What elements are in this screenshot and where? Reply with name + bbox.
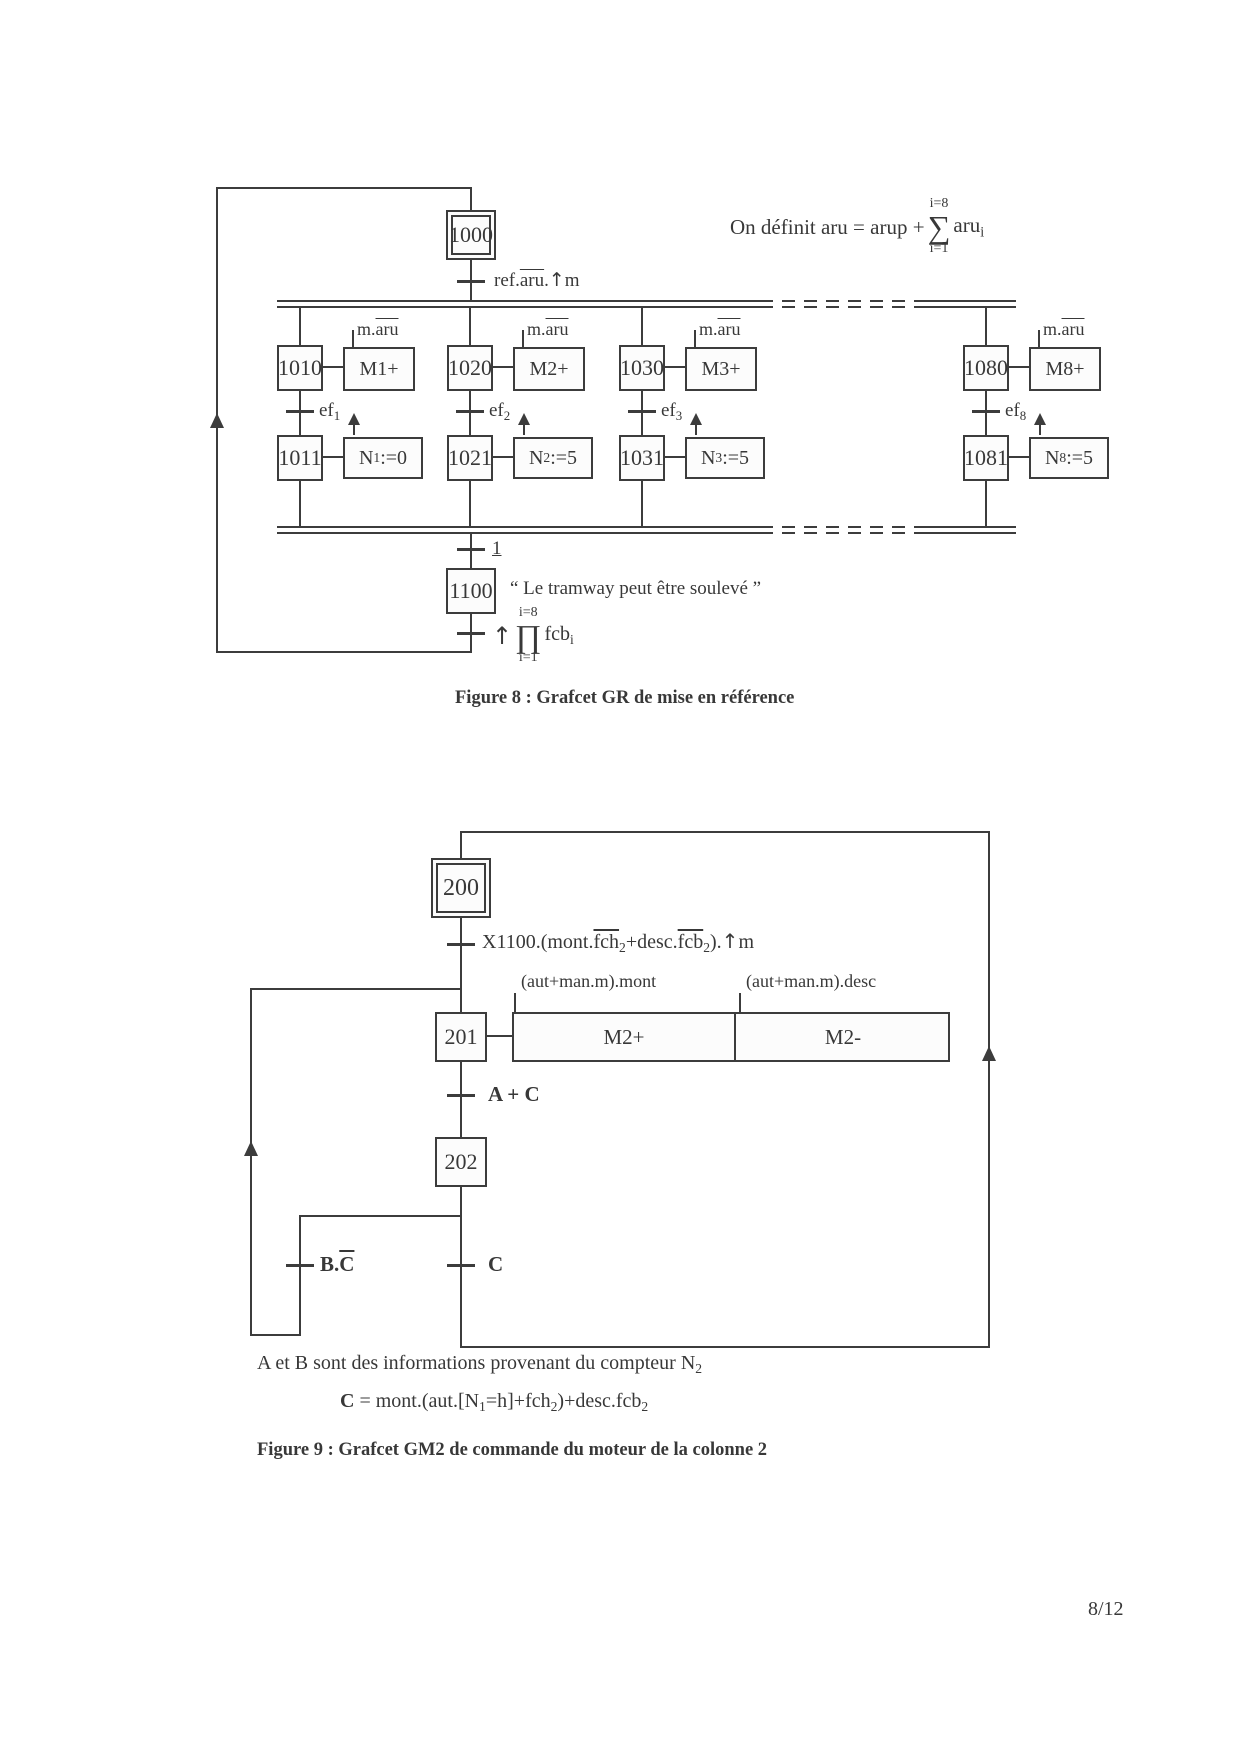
transition-label-always: 1 xyxy=(492,538,502,559)
step-box-1100: 1100 xyxy=(446,568,496,614)
sigma-icon: ∑ xyxy=(927,208,951,245)
branch-stem xyxy=(469,481,471,526)
sync-bar-bottom xyxy=(277,526,760,528)
transition-label-start: $X1100.(mont.\overline{fch}_2+desc.\overline{fcb}_2).↑m$ xyxy=(482,929,754,956)
action-arrow-stem xyxy=(523,424,525,435)
transition-tick xyxy=(972,410,1000,413)
action-cell: M2+ xyxy=(514,1014,736,1060)
step-box-201: 201 xyxy=(435,1012,487,1062)
sum-lower-limit: i=1 xyxy=(929,241,949,257)
loop-line-left xyxy=(250,988,252,1336)
formula-text: On définit aru = arup + xyxy=(730,214,925,239)
condition-label: (aut+man.m).desc xyxy=(746,971,877,991)
branch-stem xyxy=(985,308,987,345)
action-box-double xyxy=(512,1012,950,1062)
action-box: N 2 :=5 xyxy=(513,437,593,479)
step-box-202: 202 xyxy=(435,1137,487,1187)
formula-term: aru$_i$ xyxy=(953,212,985,241)
condition-tick xyxy=(522,330,524,347)
transition-tick xyxy=(457,280,485,283)
action-box: M3+ xyxy=(685,347,757,391)
step-box: 1021 xyxy=(447,435,493,481)
action-box: M1+ xyxy=(343,347,415,391)
branch-stem xyxy=(641,391,643,435)
loop-line-bottom xyxy=(216,651,472,653)
transition-tick xyxy=(447,943,475,946)
condition-label: $m.\overline{aru}$ xyxy=(357,319,399,339)
transition-tick xyxy=(628,410,656,413)
step-box: 1020 xyxy=(447,345,493,391)
sync-bar-bottom-dashed xyxy=(760,532,920,534)
step-number: 1000 xyxy=(451,215,491,255)
loop-line-right xyxy=(988,831,990,1348)
formula-term: fcb$_i$ xyxy=(544,623,574,648)
condition-tick xyxy=(1038,330,1040,347)
branch-stem xyxy=(299,391,301,435)
grafcet-branch-1 xyxy=(277,308,457,526)
pi-icon: ∏ xyxy=(515,617,542,654)
product-operator: i=8 ∏ i=1 xyxy=(515,605,542,666)
condition-tick xyxy=(694,330,696,347)
transition-label-bc: $B.\overline{C}$ xyxy=(320,1252,355,1276)
sync-bar-top xyxy=(920,300,1016,302)
figure8-caption: Figure 8 : Grafcet GR de mise en référence xyxy=(455,688,795,708)
branch-return-line xyxy=(250,1334,301,1336)
step-comment: “ Le tramway peut être soulevé ” xyxy=(510,578,762,599)
branch-stem xyxy=(469,391,471,435)
condition-label: (aut+man.m).mont xyxy=(521,971,657,991)
sum-upper-limit: i=8 xyxy=(929,196,949,212)
arrow-up-icon xyxy=(244,1141,258,1156)
stem-line xyxy=(460,1187,462,1347)
sync-bar-bottom xyxy=(920,526,1016,528)
loop-line-bottom xyxy=(460,1346,990,1348)
grafcet-branch-3 xyxy=(619,308,799,526)
sync-bar-top xyxy=(277,300,760,302)
action-connector xyxy=(665,456,685,458)
action-box: N 8 :=5 xyxy=(1029,437,1109,479)
branch-stem xyxy=(985,481,987,526)
stem-line xyxy=(460,831,462,858)
grafcet-branch-2 xyxy=(447,308,627,526)
arrow-up-icon xyxy=(982,1046,996,1061)
page-number: 8/12 xyxy=(1088,1598,1124,1620)
action-connector xyxy=(665,366,685,368)
step-box: 1031 xyxy=(619,435,665,481)
sync-bar-bottom xyxy=(277,532,760,534)
transition-label: $ef_3$ xyxy=(661,400,683,423)
condition-tick xyxy=(739,993,741,1012)
step-box: 1010 xyxy=(277,345,323,391)
branch-stem xyxy=(641,481,643,526)
transition-tick xyxy=(447,1264,475,1267)
transition-label-ref: $ref.\overline{aru}.↑m$ xyxy=(494,269,580,291)
stem-line xyxy=(470,187,472,210)
action-connector xyxy=(493,456,513,458)
transition-tick xyxy=(457,632,485,635)
action-connector xyxy=(323,456,343,458)
condition-label: $m.\overline{aru}$ xyxy=(1043,319,1085,339)
sync-bar-top-dashed xyxy=(760,300,920,302)
condition-label: $m.\overline{aru}$ xyxy=(527,319,569,339)
branch-stem xyxy=(985,391,987,435)
action-connector xyxy=(323,366,343,368)
condition-tick xyxy=(352,330,354,347)
step-box: 1080 xyxy=(963,345,1009,391)
stem-line xyxy=(470,534,472,568)
transition-tick xyxy=(457,548,485,551)
sync-bar-bottom-dashed xyxy=(760,526,920,528)
transition-label-c: C xyxy=(488,1252,504,1276)
action-cell: M2- xyxy=(824,1024,862,1049)
stem-line xyxy=(460,1062,462,1137)
step-box: 1030 xyxy=(619,345,665,391)
return-line xyxy=(250,988,462,990)
note-ab: A et B sont des informations provenant du compteur $N_2$ xyxy=(257,1352,703,1377)
action-connector xyxy=(1009,456,1029,458)
divergence-line xyxy=(299,1215,462,1217)
initial-step-200 xyxy=(431,858,491,918)
arrow-up-icon xyxy=(210,413,224,428)
transition-tick xyxy=(286,410,314,413)
transition-tick xyxy=(447,1094,475,1097)
transition-label: $ef_2$ xyxy=(489,400,511,423)
action-box: N 3 :=5 xyxy=(685,437,765,479)
action-box: N 1 :=0 xyxy=(343,437,423,479)
branch-stem xyxy=(641,308,643,345)
loop-line-top xyxy=(216,187,472,189)
sum-operator xyxy=(928,197,951,257)
branch-stem xyxy=(299,481,301,526)
action-box: M2+ xyxy=(513,347,585,391)
step-box: 1081 xyxy=(963,435,1009,481)
aru-definition-formula xyxy=(730,188,984,266)
note-c: $C = mont.(aut.[N_1=h]+fch_2)+desc.fcb_2$ xyxy=(340,1390,649,1415)
condition-tick xyxy=(514,993,516,1012)
transition-label: $ef_8$ xyxy=(1005,400,1027,423)
grafcet-branch-8 xyxy=(963,308,1143,526)
branch-stem xyxy=(299,1215,301,1336)
transition-tick xyxy=(456,410,484,413)
action-connector xyxy=(487,1035,512,1037)
stem-line xyxy=(460,918,462,1012)
action-arrow-stem xyxy=(1039,424,1041,435)
action-box: M8+ xyxy=(1029,347,1101,391)
action-arrow-stem xyxy=(353,424,355,435)
step-number: 200 xyxy=(436,863,486,913)
branch-stem xyxy=(299,308,301,345)
transition-label: $ef_1$ xyxy=(319,400,341,423)
action-arrow-stem xyxy=(695,424,697,435)
figure9-caption: Figure 9 : Grafcet GM2 de commande du moteur de la colonne 2 xyxy=(257,1440,768,1460)
action-connector xyxy=(1009,366,1029,368)
branch-stem xyxy=(469,308,471,345)
initial-step-1000 xyxy=(446,210,496,260)
transition-label-end: ↑ i=8 ∏ i=1 fcb$_i$ xyxy=(492,605,574,666)
condition-label: $m.\overline{aru}$ xyxy=(699,319,741,339)
step-box: 1011 xyxy=(277,435,323,481)
action-connector xyxy=(493,366,513,368)
sync-bar-bottom xyxy=(920,532,1016,534)
transition-tick xyxy=(286,1264,314,1267)
loop-line-top xyxy=(460,831,990,833)
transition-label-ac: A + C xyxy=(488,1082,540,1106)
